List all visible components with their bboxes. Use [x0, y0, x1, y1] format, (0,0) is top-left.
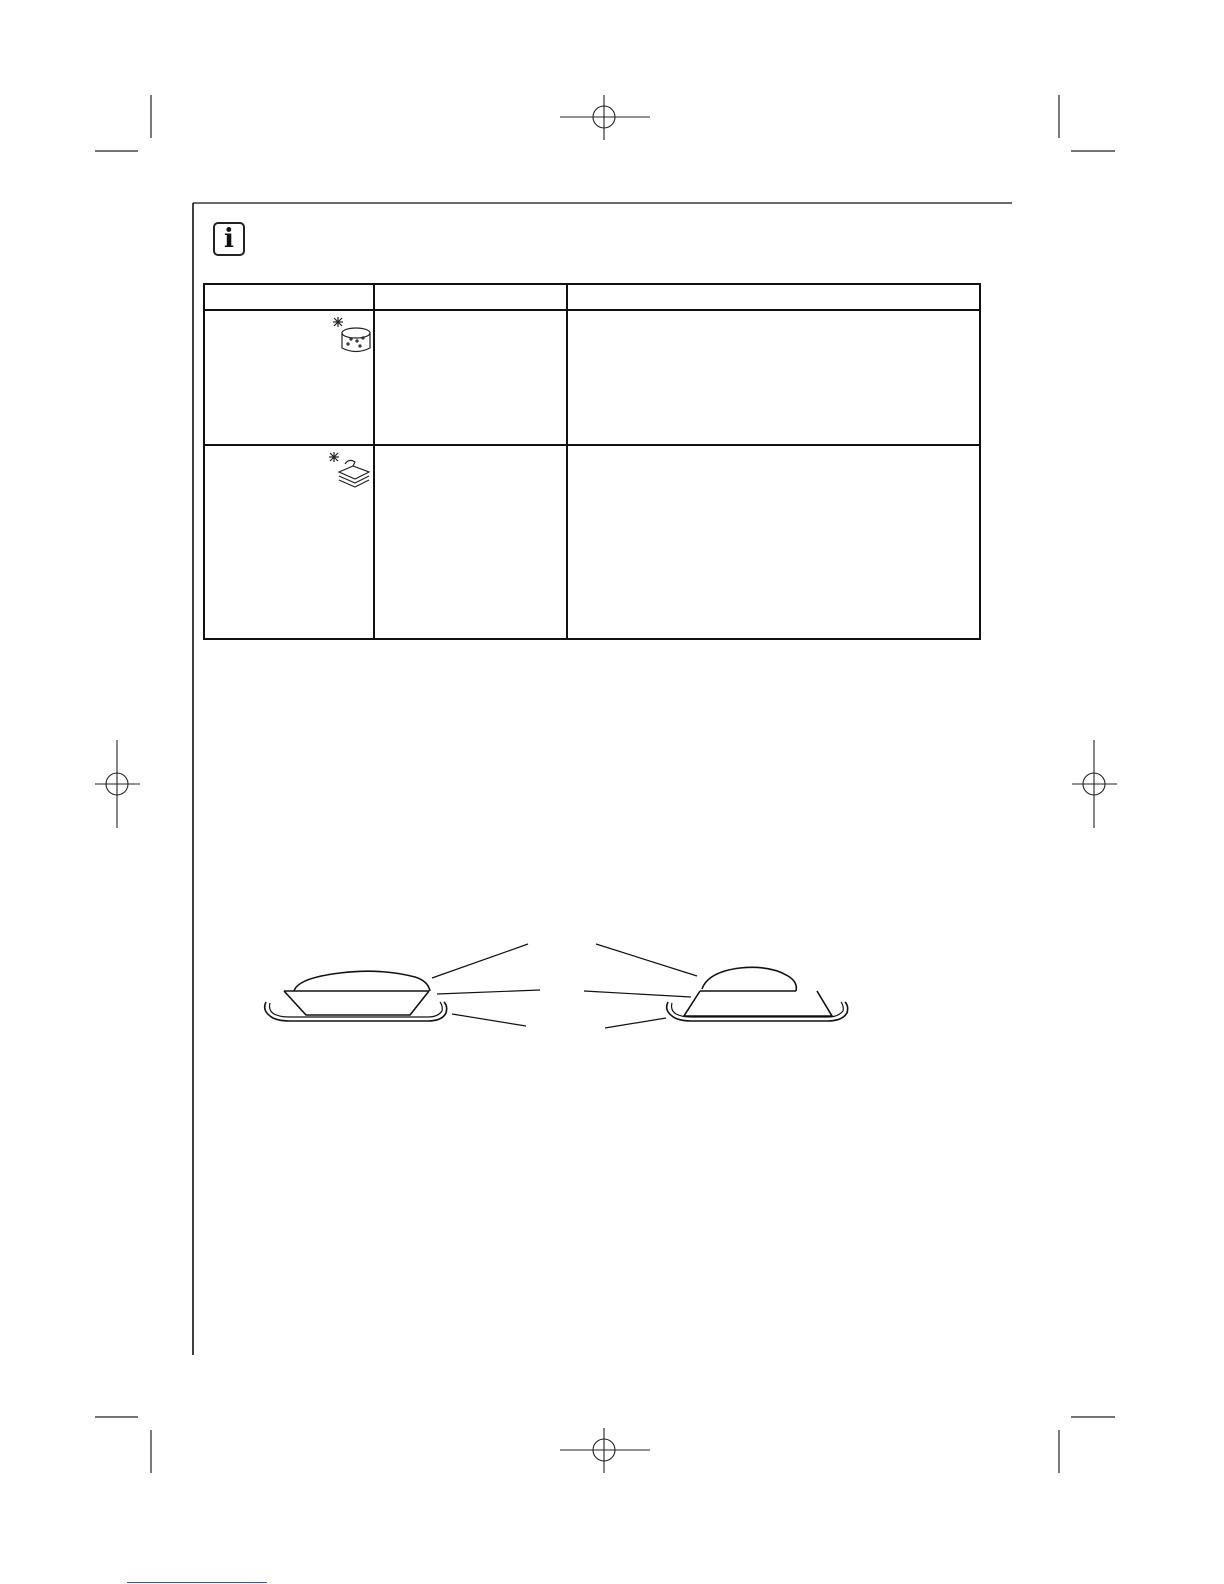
- registration-mark-bottom: [560, 1428, 650, 1473]
- table-header-cell: [204, 284, 374, 310]
- registration-mark-left: [95, 740, 140, 828]
- defrost-settings-table: [203, 283, 981, 640]
- registration-mark-right: [1072, 740, 1117, 828]
- footer-link-underline: [127, 1582, 267, 1583]
- diagram-leader-lines: [432, 944, 697, 1028]
- bread-slices-defrost-icon: [327, 452, 373, 492]
- table-cell: [374, 310, 567, 445]
- table-cell: [567, 445, 980, 639]
- table-header-cell: [374, 284, 567, 310]
- flat-cake-illustration: [265, 971, 447, 1021]
- table-header-cell: [567, 284, 980, 310]
- info-icon: i: [213, 222, 245, 256]
- table-cell: [567, 310, 980, 445]
- table-cell: [204, 310, 374, 445]
- table-cell: [204, 445, 374, 639]
- table-header-row: [204, 284, 980, 310]
- cake-tin-defrost-icon: [331, 317, 373, 357]
- table-row: [204, 310, 980, 445]
- table-cell: [374, 445, 567, 639]
- cake-baking-diagram: [250, 930, 870, 1040]
- table-row: [204, 445, 980, 639]
- registration-mark-top: [560, 95, 650, 140]
